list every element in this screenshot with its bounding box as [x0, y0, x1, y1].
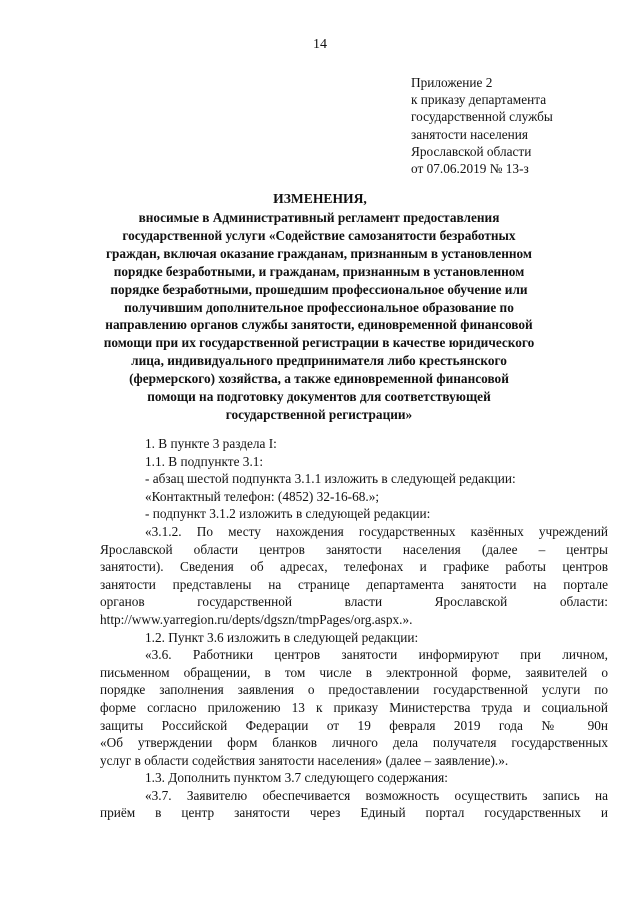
body-line: - подпункт 3.1.2 изложить в следующей редакции:	[145, 506, 431, 522]
body-line: «Контактный телефон: (4852) 32-16-68.»;	[145, 488, 380, 504]
subtitle-line: вносимые в Административный регламент предоставления	[138, 210, 500, 225]
body-line: порядке заполнения заявления о предоставлении государственной услуги по	[100, 682, 608, 698]
body-line: форме согласно приложению 13 к приказу Министерства труда и социальной	[100, 699, 608, 715]
subtitle-line: помощи на подготовку документов для соответствующей	[147, 389, 491, 405]
subtitle-line: порядке безработными, прошедшим профессиональное обучение или	[110, 281, 528, 297]
body-line: занятости). Сведения об адресах, телефонах и графике работы центров	[100, 559, 608, 575]
body-line: защиты Российской Федерации от 19 февраля 2019 года № 90н	[100, 717, 608, 733]
body-line: занятости представлены на странице департамента занятости на портале	[100, 576, 608, 592]
body-line: Ярославской области центров занятости населения (далее – центры	[100, 541, 608, 557]
body-line: письменном обращении, в том числе в электронной форме, заявителей о	[100, 664, 608, 680]
appendix-line: Приложение 2	[411, 75, 493, 90]
subtitle-line: государственной регистрации»	[225, 406, 413, 422]
body-line: - абзац шестой подпункта 3.1.1 изложить в следующей редакции:	[145, 471, 516, 487]
body-line: 1.3. Дополнить пунктом 3.7 следующего содержания:	[145, 770, 448, 786]
subtitle-line: порядке безработными, и гражданам, признанным в установленном	[113, 263, 525, 279]
body-line: услуг в области содействия занятости населения» (далее – заявление).».	[100, 752, 509, 768]
subtitle-line: государственной услуги «Содействие самозанятости безработных	[122, 227, 516, 243]
body-line: приём в центр занятости через Единый портал государственных и	[100, 805, 608, 821]
subtitle-line: граждан, включая оказание гражданам, признанным в установленном	[105, 245, 532, 261]
subtitle-line: лица, индивидуального предпринимателя либо крестьянского	[131, 353, 507, 369]
appendix-line: занятости населения	[411, 126, 529, 142]
body-line: органов государственной власти Ярославской области:	[100, 594, 608, 610]
page-number: 14	[313, 37, 327, 52]
subtitle-line: направлению органов службы занятости, единовременной финансовой	[105, 317, 533, 333]
document-subtitle	[101, 209, 537, 424]
appendix-line: Ярославской области	[411, 143, 532, 159]
body-line: «3.6. Работники центров занятости информируют при личном,	[145, 647, 608, 663]
url-text: http://www.yarregion.ru/depts/dgszn/tmpPages/org.aspx.».	[100, 611, 413, 627]
body-line: 1.1. В подпункте 3.1:	[145, 453, 264, 469]
document-body	[100, 435, 608, 822]
appendix-line: к приказу департамента	[411, 92, 547, 108]
appendix-line: государственной службы	[411, 109, 553, 125]
subtitle-line: (фермерского) хозяйства, а также единовременной финансовой	[129, 371, 509, 387]
document-title: ИЗМЕНЕНИЯ,	[273, 191, 367, 206]
body-line: «Об утверждении форм бланков личного дела получателя государственных	[100, 735, 608, 751]
appendix-line: от 07.06.2019 № 13-з	[411, 161, 529, 177]
subtitle-line: помощи при их государственной регистрации в качестве юридического	[103, 335, 535, 351]
appendix-block	[411, 74, 626, 177]
body-line: «3.7. Заявителю обеспечивается возможность осуществить запись на	[145, 787, 608, 803]
body-line: «3.1.2. По месту нахождения государственных казённых учреждений	[145, 523, 608, 539]
body-line: 1. В пункте 3 раздела I:	[145, 436, 277, 451]
body-line: 1.2. Пункт 3.6 изложить в следующей редакции:	[145, 629, 419, 645]
subtitle-line: получившим дополнительное профессиональное образование по	[124, 299, 514, 315]
